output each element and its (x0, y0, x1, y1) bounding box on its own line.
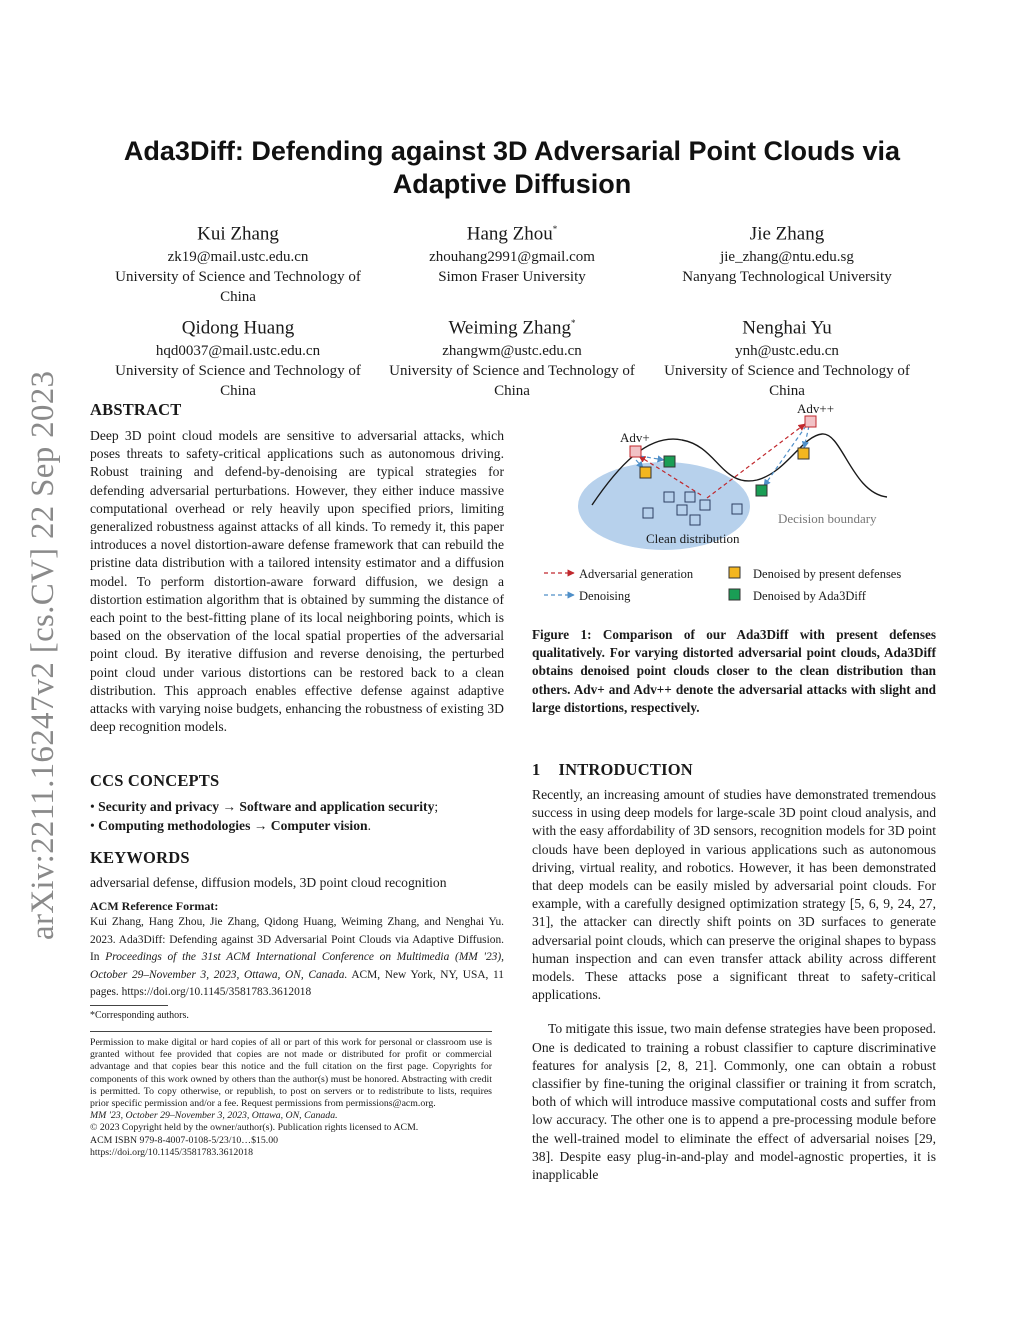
author-name: Qidong Huang (181, 317, 295, 339)
author-block (378, 216, 646, 287)
decision-boundary-label: Decision boundary (778, 511, 877, 526)
adv-plusplus-label: Adv++ (797, 401, 835, 416)
author-affiliation: University of Science and Technology of China (115, 269, 361, 306)
legend-denoising-label: Denoising (579, 589, 631, 603)
author-email[interactable]: jie_zhang@ntu.edu.sg (720, 249, 854, 266)
intro-paragraph-2: To mitigate this issue, two main defense strategies have been proposed. One is dedicated to training a robust classifier to capture discriminative features for analysis [2, 8, 21]. Commonly, one can obtain a robust classifier by fine-tuning the original classifier or training it from scratch, both of which will introduce massive computational costs and suffer from low accuracy. The other one is to append a pre-processing module before the well-trained model to eliminate the effect of adversarial noises [29, 38]. Despite easy plug-in-and-play and model-agnostic properties, it is inapplicable (532, 1021, 936, 1183)
ada3diff-point (664, 456, 675, 467)
permission-text: Permission to make digital or hard copies of all or part of this work for personal or classroom use is granted without fee provided that copies are not made or distributed for profit or commercial advantage and that copies bear this notice and the full citation on the first page. Copyrights for components of this work owned by others than the author(s) must be honored. Abstracting with credit is permitted. To copy otherwise, or republish, to post on servers or to redistribute to lists, requires prior specific permission and/or a fee. Request permissions from permissions@acm.org. (90, 1037, 492, 1110)
abstract-heading: ABSTRACT (90, 400, 182, 419)
present-defense-point (640, 467, 651, 478)
clean-point (664, 492, 674, 502)
clean-point (685, 492, 695, 502)
figure-caption: Figure 1: Comparison of our Ada3Diff with present defenses qualitatively. For varying distorted adversarial point clouds, Ada3Diff obtains denoised point clouds closer to the clean distribution than others. Adv+ and Adv++ denote the adversarial attacks with slight and large distortions, respectively. (532, 627, 936, 715)
permission-rule (90, 1031, 492, 1032)
legend-present-swatch (729, 567, 740, 578)
clean-distribution-label: Clean distribution (646, 531, 740, 546)
legend-ada3diff-swatch (729, 589, 740, 600)
author-affiliation: University of Science and Technology of China (115, 363, 361, 400)
abstract-text: Deep 3D point cloud models are sensitive to adversarial attacks, which poses threats to safety-critical applications such as autonomous driving. Robust training and defend-by-denoising are typical strategies for defending adversarial perturbations. However, they either induce massive computational overhead or rely heavily upon specified priors, limiting generalized robustness against attacks of all kinds. To remedy it, this paper introduces a novel distortion-aware defense framework that can rebuild the pristine data distribution with a tailored intensity estimator and a diffusion model. To perform distortion-aware forward diffusion, we design a distortion estimation algorithm that is obtained by summing the distance of each point to the best-fitting plane of its local neighboring points, which is based on the observation of the local spatial properties of the adversarial point cloud. By iterative diffusion and reverse denoising, the perturbed point cloud under various distortions can be restored back to a clean distribution. This approach enables effective defense against adaptive attacks with varying noise budgets, enhancing the robustness of existing 3D deep recognition models. (90, 428, 504, 735)
reference-heading: ACM Reference Format: (90, 899, 219, 913)
clean-point (643, 508, 653, 518)
author-email[interactable]: ynh@ustc.edu.cn (735, 343, 839, 360)
ccs-heading: CCS CONCEPTS (90, 771, 220, 790)
acm-reference (90, 898, 504, 1002)
author-email[interactable]: zhangwm@ustc.edu.cn (442, 343, 582, 360)
author-block (104, 216, 372, 307)
clean-point (700, 500, 710, 510)
author-block (653, 310, 921, 401)
arxiv-identifier: arXiv:2211.16247v2 [cs.CV] 22 Sep 2023 (25, 370, 61, 940)
reference-text: Kui Zhang, Hang Zhou, Jie Zhang, Qidong Huang, Weiming Zhang, and Nenghai Yu. 2023. Ada3Diff: Defending against 3D Adversarial Point Clouds via Adaptive Diffusion. In Proceedings of the 31st ACM International Conference on Multimedia (MM '23), October 29–November 3, 2023, Ottawa, ON, Canada. ACM, New York, NY, USA, 11 pages. https://doi.org/10.1145/3581783.3612018 (90, 916, 505, 999)
ccs-section (90, 771, 504, 835)
author-affiliation: Simon Fraser University (438, 269, 586, 286)
introduction-section (532, 760, 936, 1184)
author-affiliation: University of Science and Technology of China (664, 363, 910, 400)
permission-block (90, 1037, 492, 1159)
legend-adversarial-label: Adversarial generation (579, 567, 694, 581)
denoising-arrow (640, 456, 664, 460)
copyright-line: © 2023 Copyright held by the owner/author(s). Publication rights licensed to ACM. (90, 1122, 419, 1134)
ada3diff-point (756, 485, 767, 496)
adv-plus-point (630, 446, 641, 457)
denoising-arrow (804, 426, 809, 448)
author-email[interactable]: hqd0037@mail.ustc.edu.cn (155, 343, 321, 360)
adv-plus-label: Adv+ (620, 430, 650, 445)
author-email[interactable]: zk19@mail.ustc.edu.cn (167, 249, 309, 266)
ccs-concept: • Computing methodologies → Computer vision. (90, 818, 371, 833)
introduction-heading: 1 INTRODUCTION (532, 760, 693, 779)
author-name: Weiming Zhang* (448, 317, 576, 339)
keywords-heading: KEYWORDS (90, 848, 190, 867)
author-email[interactable]: zhouhang2991@gmail.com (429, 249, 595, 266)
author-block (104, 310, 372, 401)
legend-ada3diff-label: Denoised by Ada3Diff (753, 589, 866, 603)
clean-point (690, 515, 700, 525)
author-block (653, 216, 921, 287)
ccs-concept: • Security and privacy → Software and application security; (90, 799, 439, 814)
author-affiliation: Nanyang Technological University (682, 269, 892, 286)
footnote-rule (90, 1005, 168, 1006)
doi-line[interactable]: https://doi.org/10.1145/3581783.3612018 (90, 1146, 254, 1158)
author-block (378, 310, 646, 401)
clean-point (732, 504, 742, 514)
author-affiliation: University of Science and Technology of China (389, 363, 635, 400)
keywords-section (90, 848, 504, 892)
paper-title: Ada3Diff: Defending against 3D Adversarial Point Clouds via Adaptive Diffusion (123, 136, 901, 199)
author-name: Hang Zhou* (466, 223, 558, 245)
abstract-section (90, 400, 504, 736)
conference-line: MM '23, October 29–November 3, 2023, Ottawa, ON, Canada. (90, 1110, 338, 1122)
isbn-line: ACM ISBN 979-8-4007-0108-5/23/10…$15.00 (90, 1134, 279, 1146)
corresponding-footnote: *Corresponding authors. (90, 1010, 189, 1021)
intro-paragraph-1: Recently, an increasing amount of studies have demonstrated tremendous success in using deep models for large-scale 3D point cloud analysis, and with the easy affordability of 3D sensors, recognition models for 3D point clouds have been deployed in various applications such as autonomous driving, virtual reality, and robotics. However, it has been demonstrated that deep models can be easily misled by adversarial point clouds. For example, with a carefully designed optimization strategy [5, 6, 9, 24, 27, 31], the attacker can directly shift points on 3D surfaces to generate adversarial point clouds, which can preserve the original shapes to bypass human inspection and can even transfer attack ability across different models. These attacks pose a significant threat to safety-critical applications. (532, 787, 936, 1003)
author-name: Jie Zhang (749, 223, 825, 245)
clean-point (677, 505, 687, 515)
keywords-text: adversarial defense, diffusion models, 3D point cloud recognition (90, 875, 447, 890)
adv-plusplus-point (805, 416, 816, 427)
figure-1 (532, 398, 942, 616)
present-defense-point (798, 448, 809, 459)
author-name: Nenghai Yu (742, 317, 832, 339)
author-name: Kui Zhang (197, 223, 279, 245)
legend-present-label: Denoised by present defenses (753, 567, 902, 581)
